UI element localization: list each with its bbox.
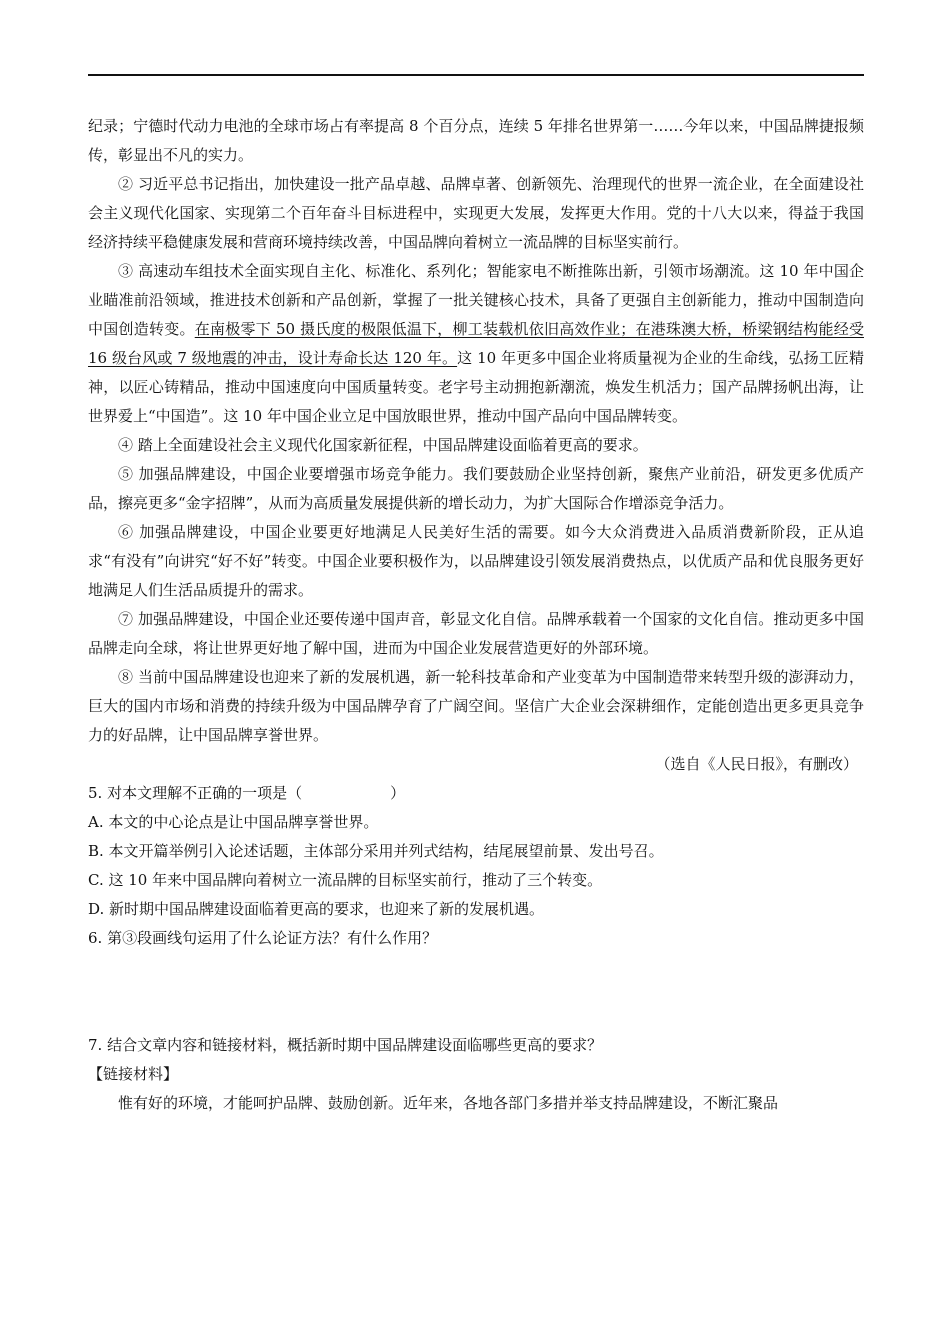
question-5 bbox=[88, 779, 864, 808]
underlined-sentence: 在南极零下 50 摄氏度的极限低温下，柳工装载机依旧高效作业；在港珠澳大桥，桥梁钢结构能经受 16 级台风或 7 级地震的冲击，设计寿命长达 120 年。 bbox=[88, 320, 864, 367]
option-a[interactable]: A. 本文的中心论点是让中国品牌享誉世界。 bbox=[88, 813, 379, 831]
paragraph-5: ⑤ 加强品牌建设，中国企业要增强市场竞争能力。我们要鼓励企业坚持创新，聚焦产业前沿，研发更多优质产品，擦亮更多“金字招牌”，从而为高质量发展提供新的增长动力，为扩大国际合作增添竞争活力。 bbox=[88, 465, 864, 512]
question-5-close: ） bbox=[390, 784, 406, 802]
question-7: 7. 结合文章内容和链接材料，概括新时期中国品牌建设面临哪些更高的要求？ bbox=[88, 1036, 603, 1054]
option-c[interactable]: C. 这 10 年来中国品牌向着树立一流品牌的目标坚实前行，推动了三个转变。 bbox=[88, 871, 603, 889]
document-body bbox=[88, 112, 864, 1118]
paragraph-3-text-after: 这 10 年更多中国企业将质量视为企业的生命线，弘扬工匠精神，以匠心铸精品，推动中国速度向中国质量转变。老字号主动拥抱新潮流，焕发生机活力；国产品牌扬帆出海，让世界爱上“中国造”。这 10 年中国企业立足中国放眼世界，推动中国产品向中国品牌转变。 bbox=[88, 349, 864, 425]
question-5-text: 5. 对本文理解不正确的一项是（ bbox=[88, 784, 303, 802]
question-6: 6. 第③段画线句运用了什么论证方法？有什么作用？ bbox=[88, 929, 438, 947]
link-material-title: 【链接材料】 bbox=[88, 1065, 179, 1083]
paragraph-2: ② 习近平总书记指出，加快建设一批产品卓越、品牌卓著、创新领先、治理现代的世界一流企业，在全面建设社会主义现代化国家、实现第二个百年奋斗目标进程中，实现更大发展，发挥更大作用。党的十八大以来，得益于我国经济持续平稳健康发展和营商环境持续改善，中国品牌向着树立一流品牌的目标坚实前行。 bbox=[88, 175, 864, 251]
link-material-text: 惟有好的环境，才能呵护品牌、鼓励创新。近年来，各地各部门多措并举支持品牌建设，不断汇聚品 bbox=[118, 1094, 779, 1112]
paragraph-7: ⑦ 加强品牌建设，中国企业还要传递中国声音，彰显文化自信。品牌承载着一个国家的文化自信。推动更多中国品牌走向全球，将让世界更好地了解中国，进而为中国企业发展营造更好的外部环境。 bbox=[88, 610, 864, 657]
paragraph-6: ⑥ 加强品牌建设，中国企业要更好地满足人民美好生活的需要。如今大众消费进入品质消费新阶段，正从追求“有没有”向讲究“好不好”转变。中国企业要积极作为，以品牌建设引领发展消费热点，以优质产品和优良服务更好地满足人们生活品质提升的需求。 bbox=[88, 523, 864, 599]
header-rule bbox=[88, 74, 864, 76]
option-d[interactable]: D. 新时期中国品牌建设面临着更高的要求，也迎来了新的发展机遇。 bbox=[88, 900, 545, 918]
source-citation: （选自《人民日报》，有删改） bbox=[655, 755, 858, 773]
paragraph-continued: 纪录；宁德时代动力电池的全球市场占有率提高 8 个百分点，连续 5 年排名世界第一……今年以来，中国品牌捷报频传，彰显出不凡的实力。 bbox=[88, 117, 864, 164]
paragraph-3-text-before: ③ 高速动车组技术全面实现自主化、标准化、系列化；智能家电不断推陈出新，引领市场潮流。这 10 年中国企业瞄准前沿领域，推进技术创新和产品创新，掌握了一批关键核心技术，具备了更强自主创新能力，推动中国制造向中国创造转变。 bbox=[88, 262, 864, 338]
paragraph-4: ④ 踏上全面建设社会主义现代化国家新征程，中国品牌建设面临着更高的要求。 bbox=[118, 436, 648, 454]
answer-space bbox=[88, 953, 864, 1031]
paragraph-3 bbox=[88, 257, 864, 431]
paragraph-8: ⑧ 当前中国品牌建设也迎来了新的发展机遇，新一轮科技革命和产业变革为中国制造带来转型升级的澎湃动力，巨大的国内市场和消费的持续升级为中国品牌孕育了广阔空间。坚信广大企业会深耕细作，定能创造出更多更具竞争力的好品牌，让中国品牌享誉世界。 bbox=[88, 668, 864, 744]
option-b[interactable]: B. 本文开篇举例引入论述话题，主体部分采用并列式结构，结尾展望前景、发出号召。 bbox=[88, 842, 664, 860]
